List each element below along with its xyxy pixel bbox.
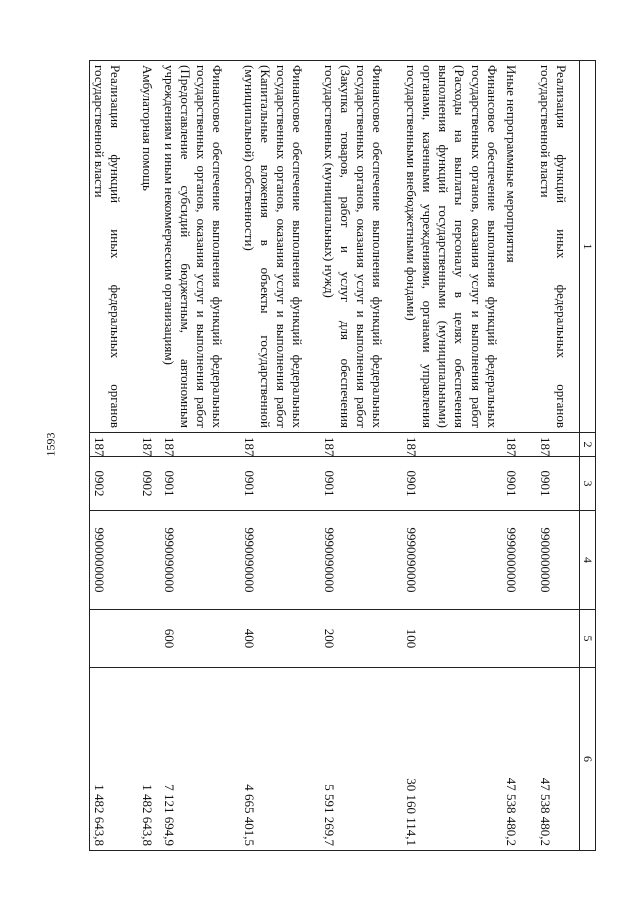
row-amount: 1 482 643,8 (138, 668, 160, 851)
table-row (240, 61, 320, 851)
table-row (320, 61, 402, 851)
row-ministry: 187 (502, 433, 536, 457)
header-col-5: 5 (580, 610, 596, 668)
row-name: Финансовое обеспечение выполнения функций федеральных государственных органов, оказания услуг и выполнения работ (Расходы на выплаты персоналу в целях обеспечения выполнения функций государственными (муниципальными) органами, казенными учреждениями, органами управления государственными внебюджетными фондами) (402, 61, 502, 433)
row-name: Реализация функций иных федеральных органов государственной власти (90, 61, 138, 433)
row-section: 0901 (320, 457, 402, 511)
table-row (138, 61, 160, 851)
row-section: 0902 (138, 457, 160, 511)
row-ministry: 187 (90, 433, 138, 457)
header-col-4: 4 (580, 511, 596, 610)
row-target: 9990090000 (160, 511, 240, 610)
row-type (138, 610, 160, 668)
header-col-6: 6 (580, 668, 596, 851)
row-target: 9990000000 (502, 511, 536, 610)
table-row (90, 61, 138, 851)
row-section: 0901 (160, 457, 240, 511)
row-amount: 30 160 114,1 (402, 668, 502, 851)
row-target (138, 511, 160, 610)
row-name: Амбулаторная помощь (138, 61, 160, 433)
row-section: 0901 (502, 457, 536, 511)
row-type: 100 (402, 610, 502, 668)
rotated-table-container (84, 60, 596, 850)
row-type (502, 610, 536, 668)
table-row (402, 61, 502, 851)
row-ministry: 187 (320, 433, 402, 457)
row-section: 0901 (240, 457, 320, 511)
row-section: 0902 (90, 457, 138, 511)
row-name: Финансовое обеспечение выполнения функций федеральных государственных органов, оказания услуг и выполнения работ (Предоставление субсидий бюджетным, автономным учреждениям и иным некоммерческим организациям) (160, 61, 240, 433)
row-name: Финансовое обеспечение выполнения функций федеральных государственных органов, оказания услуг и выполнения работ (Закупка товаров, работ и услуг для обеспечения государственных (муниципальных) нужд) (320, 61, 402, 433)
row-target: 9990090000 (240, 511, 320, 610)
row-name: Реализация функций иных федеральных органов государственной власти (536, 61, 580, 433)
row-target: 9900000000 (536, 511, 580, 610)
header-col-3: 3 (580, 457, 596, 511)
row-name: Финансовое обеспечение выполнения функций федеральных государственных органов, оказания услуг и выполнения работ (Капитальные вложения в объекты государственной (муниципальной) собственности) (240, 61, 320, 433)
row-amount: 5 591 269,7 (320, 668, 402, 851)
row-ministry: 187 (536, 433, 580, 457)
row-type: 200 (320, 610, 402, 668)
row-target: 9990090000 (320, 511, 402, 610)
header-row (580, 61, 596, 851)
row-amount: 4 665 401,5 (240, 668, 320, 851)
row-target: 9900000000 (90, 511, 138, 610)
row-type: 400 (240, 610, 320, 668)
table-row (536, 61, 580, 851)
row-type (90, 610, 138, 668)
row-ministry: 187 (160, 433, 240, 457)
row-amount: 47 538 480,2 (536, 668, 580, 851)
row-target: 9990090000 (402, 511, 502, 610)
row-ministry: 187 (138, 433, 160, 457)
page-number: 1593 (43, 432, 58, 457)
row-ministry: 187 (240, 433, 320, 457)
header-col-1: 1 (580, 61, 596, 433)
row-type (536, 610, 580, 668)
budget-table (89, 60, 596, 851)
row-ministry: 187 (402, 433, 502, 457)
table-row (160, 61, 240, 851)
row-section: 0901 (402, 457, 502, 511)
row-section: 0901 (536, 457, 580, 511)
row-amount: 1 482 643,8 (90, 668, 138, 851)
row-name: Иные непрограммные мероприятия (502, 61, 536, 433)
row-amount: 7 121 694,9 (160, 668, 240, 851)
table-row (502, 61, 536, 851)
header-col-2: 2 (580, 433, 596, 457)
row-amount: 47 538 480,2 (502, 668, 536, 851)
row-type: 600 (160, 610, 240, 668)
